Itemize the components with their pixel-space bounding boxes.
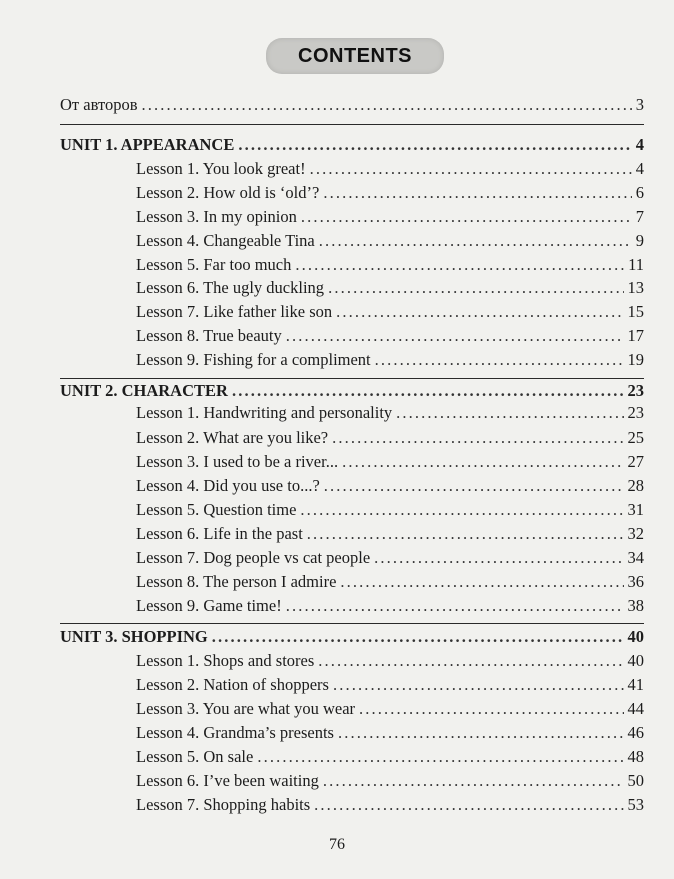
section-divider <box>60 378 644 379</box>
lesson-title: Lesson 5. On sale <box>136 747 254 766</box>
lesson-page: 4 <box>635 159 644 178</box>
lesson-page: 53 <box>627 795 644 814</box>
lesson-title: Lesson 5. Question time <box>136 500 297 519</box>
lesson-title: Lesson 4. Did you use to...? <box>136 476 320 495</box>
dot-leader <box>286 325 624 347</box>
dot-leader <box>212 626 624 648</box>
lesson-title: Lesson 1. Shops and stores <box>136 651 315 670</box>
lesson-title: Lesson 4. Changeable Tina <box>136 231 315 250</box>
lesson-title: Lesson 1. You look great! <box>136 159 306 178</box>
dot-leader <box>142 94 632 116</box>
dot-leader <box>340 571 623 593</box>
toc-lesson-entry[interactable] <box>136 325 644 347</box>
dot-leader <box>328 277 623 299</box>
toc-lesson-entry[interactable] <box>136 650 644 672</box>
toc-entry-page: 3 <box>635 95 644 114</box>
toc-lesson-entry[interactable] <box>136 475 644 497</box>
dot-leader <box>286 595 624 617</box>
dot-leader <box>375 349 624 371</box>
toc-unit-heading[interactable] <box>60 380 644 402</box>
unit-title: UNIT 2. CHARACTER <box>60 381 228 400</box>
dot-leader <box>359 698 623 720</box>
toc-lesson-entry[interactable] <box>136 301 644 323</box>
toc-lesson-entry[interactable] <box>136 722 644 744</box>
dot-leader <box>232 380 624 402</box>
toc-entry-intro[interactable] <box>60 94 644 116</box>
toc-lesson-entry[interactable] <box>136 230 644 252</box>
dot-leader <box>310 158 632 180</box>
dot-leader <box>238 134 631 156</box>
dot-leader <box>318 650 623 672</box>
dot-leader <box>323 770 624 792</box>
toc-lesson-entry[interactable] <box>136 206 644 228</box>
lesson-title: Lesson 3. You are what you wear <box>136 699 356 718</box>
toc-unit-heading[interactable] <box>60 134 644 156</box>
unit-title: UNIT 1. APPEARANCE <box>60 135 235 154</box>
lesson-page: 11 <box>628 255 644 274</box>
lesson-page: 19 <box>627 350 644 369</box>
lesson-page: 44 <box>627 699 644 718</box>
lesson-page: 15 <box>627 302 644 321</box>
dot-leader <box>396 402 623 424</box>
toc-lesson-entry[interactable] <box>136 402 644 424</box>
toc-lesson-entry[interactable] <box>136 349 644 371</box>
lesson-title: Lesson 2. Nation of shoppers <box>136 675 329 694</box>
unit-page: 23 <box>627 381 644 400</box>
lesson-page: 27 <box>627 452 644 471</box>
lesson-page: 9 <box>635 231 644 250</box>
toc-lesson-entry[interactable] <box>136 499 644 521</box>
lesson-title: Lesson 7. Like father like son <box>136 302 333 321</box>
dot-leader <box>314 794 623 816</box>
section-divider <box>60 623 644 624</box>
unit-title: UNIT 3. SHOPPING <box>60 627 208 646</box>
lesson-page: 46 <box>627 723 644 742</box>
lesson-title: Lesson 3. I used to be a river... <box>136 452 339 471</box>
lesson-page: 48 <box>627 747 644 766</box>
lesson-title: Lesson 9. Fishing for a compliment <box>136 350 371 369</box>
lesson-page: 34 <box>627 548 644 567</box>
dot-leader <box>319 230 632 252</box>
toc-lesson-entry[interactable] <box>136 254 644 276</box>
lesson-page: 7 <box>635 207 644 226</box>
lesson-title: Lesson 6. The ugly duckling <box>136 278 325 297</box>
lesson-title: Lesson 8. The person I admire <box>136 572 337 591</box>
toc-lesson-entry[interactable] <box>136 698 644 720</box>
section-divider <box>60 124 644 125</box>
toc-lesson-entry[interactable] <box>136 277 644 299</box>
toc-lesson-entry[interactable] <box>136 427 644 449</box>
lesson-page: 32 <box>627 524 644 543</box>
page-title: CONTENTS <box>298 45 412 67</box>
lesson-page: 40 <box>627 651 644 670</box>
toc-lesson-entry[interactable] <box>136 595 644 617</box>
toc-lesson-entry[interactable] <box>136 571 644 593</box>
lesson-title: Lesson 7. Dog people vs cat people <box>136 548 371 567</box>
lesson-title: Lesson 2. What are you like? <box>136 428 329 447</box>
page-number: 76 <box>329 836 345 853</box>
toc-lesson-entry[interactable] <box>136 547 644 569</box>
dot-leader <box>295 254 624 276</box>
lesson-title: Lesson 9. Game time! <box>136 596 282 615</box>
toc-lesson-entry[interactable] <box>136 182 644 204</box>
lesson-page: 38 <box>627 596 644 615</box>
lesson-title: Lesson 5. Far too much <box>136 255 292 274</box>
lesson-title: Lesson 2. How old is ‘old’? <box>136 183 320 202</box>
toc-lesson-entry[interactable] <box>136 451 644 473</box>
lesson-page: 25 <box>627 428 644 447</box>
lesson-page: 36 <box>627 572 644 591</box>
unit-page: 40 <box>627 627 644 646</box>
contents-heading-banner <box>266 38 444 74</box>
toc-unit-heading[interactable] <box>60 626 644 648</box>
dot-leader <box>338 722 624 744</box>
dot-leader <box>332 427 623 449</box>
dot-leader <box>333 674 624 696</box>
toc-lesson-entry[interactable] <box>136 158 644 180</box>
lesson-page: 28 <box>627 476 644 495</box>
toc-lesson-entry[interactable] <box>136 746 644 768</box>
lesson-page: 41 <box>627 675 644 694</box>
lesson-page: 31 <box>627 500 644 519</box>
lesson-title: Lesson 3. In my opinion <box>136 207 297 226</box>
lesson-page: 23 <box>627 403 644 422</box>
toc-lesson-entry[interactable] <box>136 794 644 816</box>
lesson-title: Lesson 4. Grandma’s presents <box>136 723 334 742</box>
lesson-page: 17 <box>627 326 644 345</box>
dot-leader <box>374 547 623 569</box>
lesson-page: 13 <box>627 278 644 297</box>
dot-leader <box>342 451 623 473</box>
unit-page: 4 <box>635 135 644 154</box>
toc-lesson-entry[interactable] <box>136 674 644 696</box>
dot-leader <box>336 301 623 323</box>
dot-leader <box>324 475 624 497</box>
lesson-title: Lesson 6. Life in the past <box>136 524 303 543</box>
toc-lesson-entry[interactable] <box>136 770 644 792</box>
dot-leader <box>323 182 631 204</box>
lesson-title: Lesson 6. I’ve been waiting <box>136 771 319 790</box>
toc-entry-title: От авторов <box>60 95 138 114</box>
lesson-page: 6 <box>635 183 644 202</box>
dot-leader <box>301 206 632 228</box>
lesson-page: 50 <box>627 771 644 790</box>
toc-lesson-entry[interactable] <box>136 523 644 545</box>
dot-leader <box>257 746 623 768</box>
dot-leader <box>300 499 623 521</box>
dot-leader <box>307 523 624 545</box>
lesson-title: Lesson 8. True beauty <box>136 326 282 345</box>
lesson-title: Lesson 7. Shopping habits <box>136 795 311 814</box>
lesson-title: Lesson 1. Handwriting and personality <box>136 403 393 422</box>
